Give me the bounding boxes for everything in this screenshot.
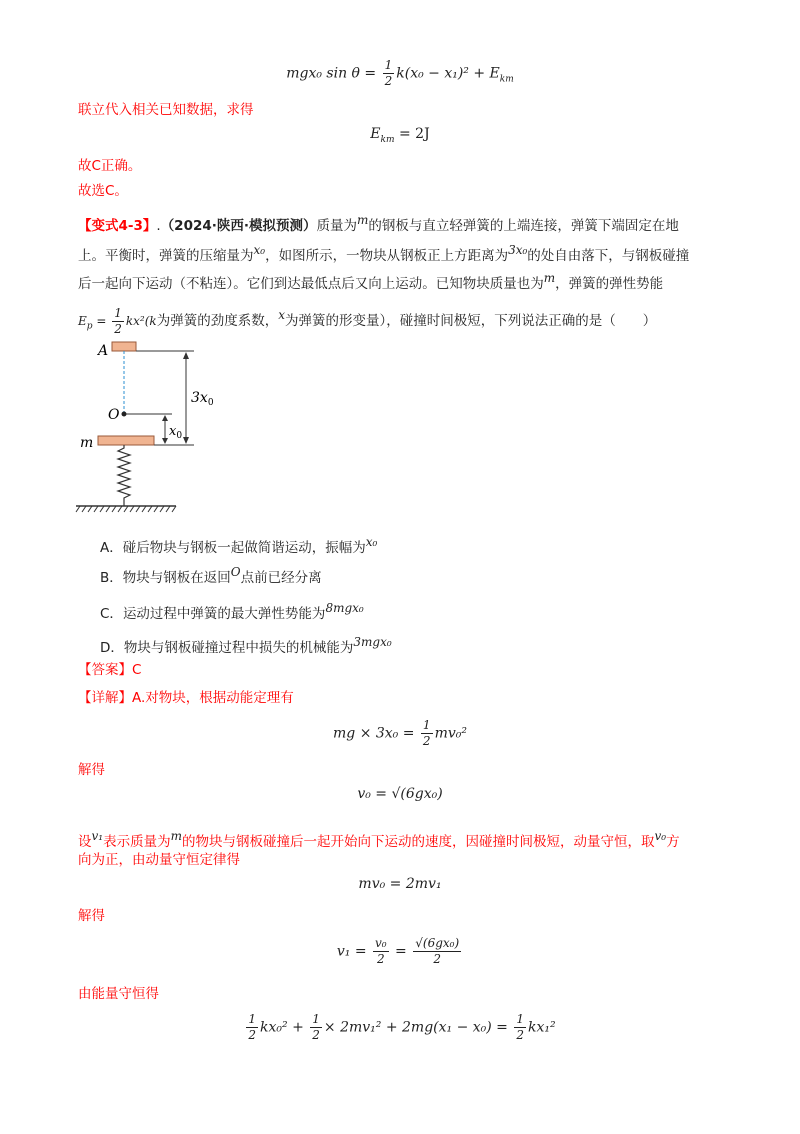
solve-line-1: 解得 — [78, 762, 105, 778]
ep-formula: $E_p$ = $\frac{1}{2}$ kx²(k — [78, 306, 157, 336]
equation-energy-top: mgx₀ sin θ = $\frac{1}{2}$ $k(x_0 - x_1)^2 + E_{km}$ — [286, 58, 514, 88]
block-a — [112, 342, 136, 351]
solve-intro-line: 联立代入相关已知数据，求得 — [78, 102, 254, 118]
option-d[interactable]: D．物块与钢板碰撞过程中损失的机械能为3mgx₀ — [100, 635, 392, 656]
conclusion-c-correct: 故C正确。 — [78, 158, 142, 174]
option-c[interactable]: C．运动过程中弹簧的最大弹性势能为8mgx₀ — [100, 601, 364, 622]
equation-momentum: mv₀ = 2mv₁ — [358, 876, 442, 892]
answer-line: 【答案】C — [78, 662, 142, 678]
energy-conservation-line: 由能量守恒得 — [78, 986, 159, 1002]
option-b[interactable]: B．物块与钢板在返回O点前已经分离 — [100, 565, 322, 586]
equation-ekm: $E_{km} = 2J$ — [370, 126, 430, 145]
solve-line-2: 解得 — [78, 908, 105, 924]
spring-plate-figure — [74, 334, 234, 520]
equation-kinetic: mg × 3x₀ = $\frac{1}{2}$ mv₀² — [333, 718, 467, 748]
equation-energy-conservation: $\frac{1}{2}$ kx₀² + $\frac{1}{2}$ × 2mv₁² + 2mg(x₁ − x₀) = $\frac{1}{2}$ kx₁² — [248, 1012, 556, 1042]
momentum-paragraph-line-2: 向为正，由动量守恒定律得 — [78, 852, 240, 868]
label-m: m — [80, 435, 94, 451]
choose-c-line: 故选C。 — [78, 183, 128, 199]
point-o — [122, 412, 127, 417]
label-o: O — [108, 407, 120, 423]
equation-v0: v₀ = √(6gx₀) — [357, 786, 443, 802]
momentum-paragraph-line-1: 设v₁表示质量为m的物块与钢板碰撞后一起开始向下运动的速度，因碰撞时间极短，动量守恒，取v₀方 — [78, 829, 680, 850]
equation-v1: v₁ = $\frac{\text{v₀}}{2}$ = $\frac{\text{√(6gx₀)}}{2}$ — [336, 936, 460, 966]
label-3x0: $3x_0$ — [191, 390, 214, 408]
problem-line-4: $E_p$ = $\frac{1}{2}$ kx²(k为弹簧的劲度系数，x为弹簧的形变量），碰撞时间极短，下列说法正确的是（ ） — [78, 306, 657, 336]
label-a: A — [98, 343, 109, 359]
label-x0: $x_0$ — [169, 424, 183, 441]
problem-line-3: 后一起向下运动（不粘连）。它们到达最低点后又向上运动。已知物块质量也为m，弹簧的弹性势能 — [78, 271, 664, 292]
option-a[interactable]: A．碰后物块与钢板一起做简谐运动，振幅为x₀ — [100, 535, 378, 556]
problem-line-2: 上。平衡时，弹簧的压缩量为x₀，如图所示，一物块从钢板正上方距离为3x₀的处自由落下，与钢板碰撞 — [78, 243, 690, 264]
problem-tag: 【变式4-3】 — [78, 218, 157, 234]
problem-line-1: 【变式4-3】.（2024·陕西·模拟预测）质量为m的钢板与直立轻弹簧的上端连接，弹簧下端固定在地 — [78, 213, 679, 234]
spring — [118, 445, 130, 506]
steel-plate — [98, 436, 154, 445]
detail-line: 【详解】A.对物块，根据动能定理有 — [78, 690, 294, 706]
